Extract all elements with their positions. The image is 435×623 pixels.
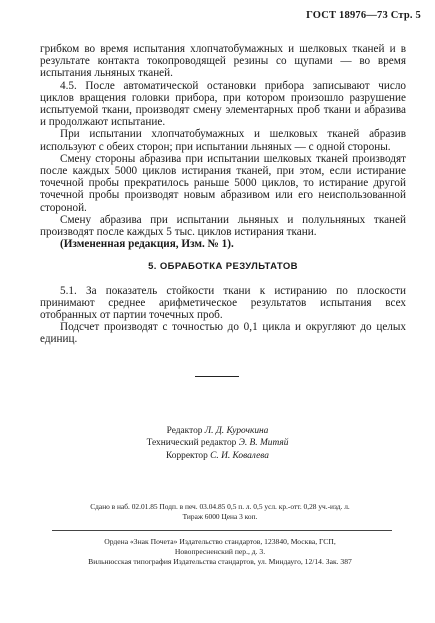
page-header: ГОСТ 18976—73 Стр. 5 [306,10,421,21]
amendment-note: (Измененная редакция, Изм. № 1). [60,238,234,251]
editor-line: Редактор Л. Д. Курочкина [166,426,269,436]
imprint-divider [52,530,392,531]
paragraph: Подсчет производят с точностью до 0,1 цикла и округляют до целых единиц. [40,321,406,346]
paragraph: Смену стороны абразива при испытании шелковых тканей производят после каждых 5000 циклов истирания тканей, при этом, если истирание точечной пробы прекратилось раньше 5000 циклов, то истирание другой точечной пробы производят новым абразивом или его неиспользованной стороной. [40,152,406,214]
paragraph-5-1: 5.1. За показатель стойкости ткани к истиранию по плоскости принимают среднее арифметическое результатов испытания всех отобранных от партии точечных проб. [40,284,406,322]
publisher-line-1: Ордена «Знак Почета» Издательство стандартов, 123840, Москва, ГСП, [104,537,336,546]
credits [0,425,435,462]
imprint-line-2: Тираж 6000 Цена 3 коп. [182,511,258,521]
paragraph: Смену абразива при испытании льняных и полульняных тканей производят после каждых 5 тыс. циклов истирания ткани. [40,213,406,239]
tech-editor-line: Технический редактор Э. В. Митяй [146,438,289,449]
paragraph: При испытании хлопчатобумажных и шелковых тканей абразив используют с обеих сторон; при испытании льняных — с одной стороны. [40,128,406,153]
corrector-line: Корректор С. И. Ковалева [166,450,269,461]
publisher-line-2: Новопресненский пер., д. 3. [174,547,266,557]
corrector-name: С. И. Ковалева [210,450,269,461]
section-title: 5. ОБРАБОТКА РЕЗУЛЬТАТОВ [148,261,298,273]
imprint [30,502,410,521]
editor-name: Л. Д. Курочкина [204,426,269,436]
publisher-info [30,537,410,568]
tech-editor-name: Э. В. Митяй [238,438,289,449]
imprint-line-1: Сдано в наб. 02.01.85 Подп. в печ. 03.04.85 0,5 п. л. 0,5 усл. кр.-отт. 0,28 уч.-изд. л. [90,502,350,511]
paragraph-4-5: 4.5. После автоматической остановки прибора записывают число циклов вращения головки прибора, при котором произошло разрушение испытуемой ткани, производят смену элементарных проб ткани и абразива и продолжают испытание. [40,79,406,129]
publisher-line-3: Вильнюсская типография Издательства стандартов, ул. Миндауго, 12/14. Зак. 387 [88,557,352,567]
divider [195,376,239,377]
main-text [40,43,406,346]
paragraph: грибком во время испытания хлопчатобумажных и шелковых тканей и в результате контакта токопроводящей резины со щупами — во время испытания льняных тканей. [40,43,406,80]
